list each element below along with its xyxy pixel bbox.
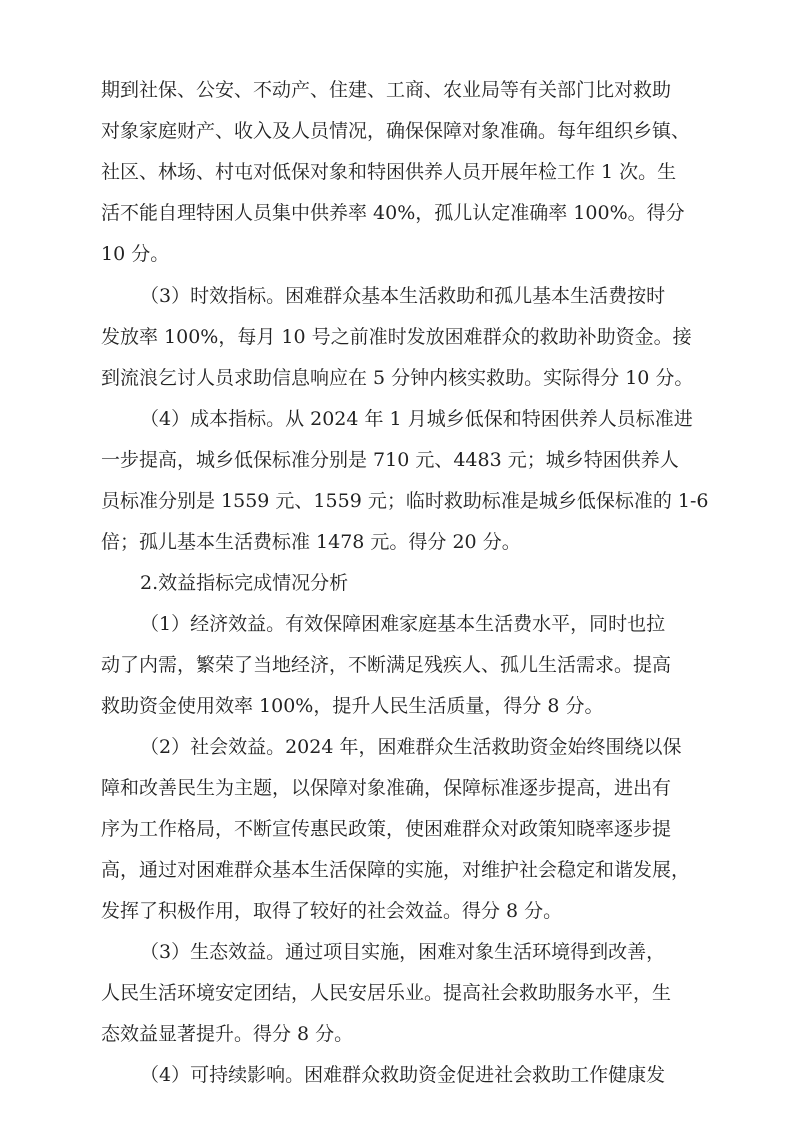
text-line: 高，通过对困难群众基本生活保障的实施，对维护社会稳定和谐发展，: [101, 859, 691, 881]
text-line: 发放率 100%，每月 10 号之前准时发放困难群众的救助补助资金。接: [101, 326, 692, 348]
text-line: 社区、林场、村屯对低保对象和特困供养人员开展年检工作 1 次。生: [101, 161, 677, 183]
text-line: 员标准分别是 1559 元、1559 元；临时救助标准是城乡低保标准的 1-6: [101, 490, 709, 512]
text-line: （4）可持续影响。困难群众救助资金促进社会救助工作健康发: [140, 1064, 666, 1086]
text-line: 救助资金使用效率 100%，提升人民生活质量，得分 8 分。: [101, 695, 604, 717]
text-line: 序为工作格局，不断宣传惠民政策，使困难群众对政策知晓率逐步提: [101, 818, 672, 840]
text-line: 10 分。: [101, 243, 170, 265]
text-line: （2）社会效益。2024 年，困难群众生活救助资金始终围绕以保: [140, 736, 682, 758]
text-line: 人民生活环境安定团结，人民安居乐业。提高社会救助服务水平，生: [101, 982, 672, 1004]
text-line: 态效益显著提升。得分 8 分。: [101, 1023, 354, 1045]
text-line: 对象家庭财产、收入及人员情况，确保保障对象准确。每年组织乡镇、: [101, 120, 691, 142]
text-line: 障和改善民生为主题，以保障对象准确，保障标准逐步提高，进出有: [101, 777, 672, 799]
section-heading: 2.效益指标完成情况分析: [140, 572, 349, 594]
text-line: 一步提高，城乡低保标准分别是 710 元、4483 元；城乡特困供养人: [101, 449, 679, 471]
text-line: 活不能自理特困人员集中供养率 40%，孤儿认定准确率 100%。得分: [101, 202, 685, 224]
text-line: 期到社保、公安、不动产、住建、工商、农业局等有关部门比对救助: [101, 79, 672, 101]
text-line: （3）生态效益。通过项目实施，困难对象生活环境得到改善，: [140, 941, 666, 963]
text-line: （1）经济效益。有效保障困难家庭基本生活费水平，同时也拉: [140, 613, 666, 635]
text-line: 倍；孤儿基本生活费标准 1478 元。得分 20 分。: [101, 531, 521, 553]
text-line: 动了内需，繁荣了当地经济，不断满足残疾人、孤儿生活需求。提高: [101, 654, 672, 676]
text-line: （3）时效指标。困难群众基本生活救助和孤儿基本生活费按时: [140, 285, 666, 307]
text-line: （4）成本指标。从 2024 年 1 月城乡低保和特困供养人员标准进: [140, 408, 693, 430]
text-line: 到流浪乞讨人员求助信息响应在 5 分钟内核实救助。实际得分 10 分。: [101, 367, 694, 389]
text-line: 发挥了积极作用，取得了较好的社会效益。得分 8 分。: [101, 900, 563, 922]
